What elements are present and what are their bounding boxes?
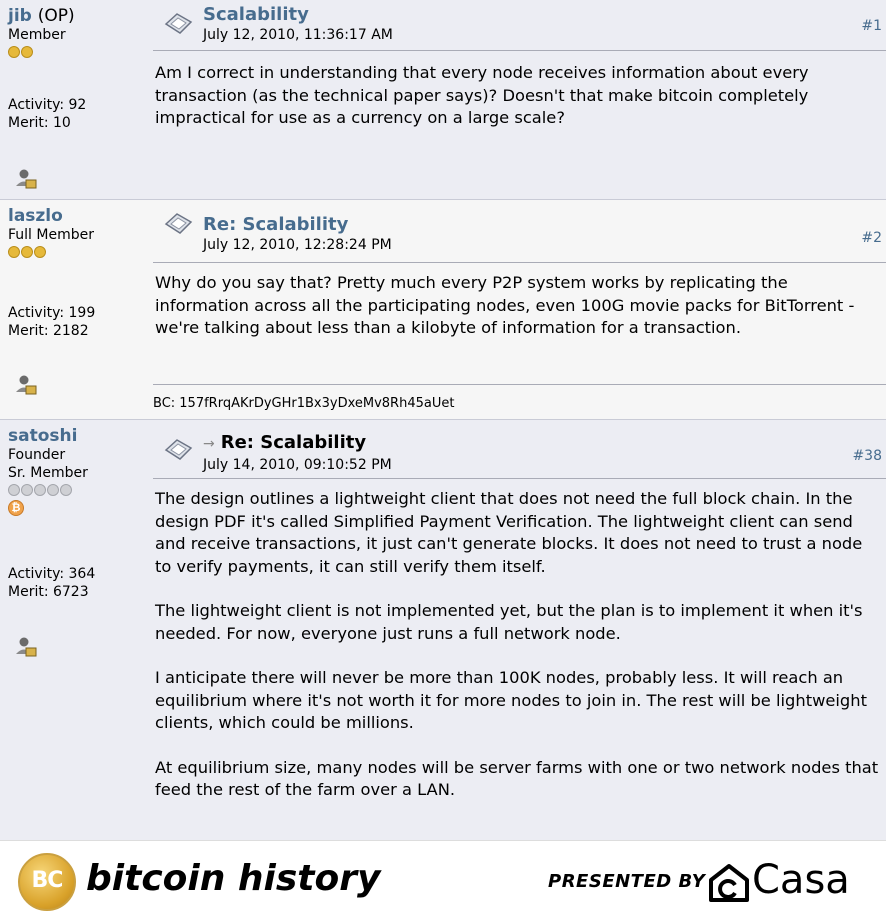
poster-merit: Merit: 10	[8, 115, 71, 131]
topic-icon	[163, 436, 195, 464]
post-subject-text[interactable]: Re: Scalability	[220, 432, 367, 453]
post-number[interactable]: #2	[861, 230, 882, 246]
post-date: July 14, 2010, 09:10:52 PM	[203, 457, 392, 473]
rank-star-icon	[8, 484, 20, 496]
post-3	[0, 420, 886, 840]
post-signature: BC: 157fRrqAKrDyGHr1Bx3yDxeMv8Rh45aUet	[153, 396, 455, 411]
post-subject[interactable]: Scalability	[203, 4, 309, 25]
divider	[153, 262, 886, 263]
poster-merit: Merit: 6723	[8, 584, 89, 600]
rank-star-icon	[21, 246, 33, 258]
logo-text: BC	[31, 868, 63, 893]
topic-icon	[163, 10, 195, 38]
post-date: July 12, 2010, 11:36:17 AM	[203, 27, 393, 43]
presented-by-label: PRESENTED BY	[548, 871, 706, 892]
poster-name[interactable]: jib	[8, 6, 32, 26]
post-1	[0, 0, 886, 200]
rank-star-icon	[60, 484, 72, 496]
poster-rank: Member	[8, 27, 66, 43]
post-subject[interactable]: Re: Scalability	[203, 214, 349, 235]
rank-star-icon	[21, 484, 33, 496]
rank-stars	[8, 484, 148, 496]
signature-divider	[153, 384, 886, 385]
brand-name: bitcoin history	[86, 858, 381, 899]
poster-info	[8, 426, 148, 516]
post-number[interactable]: #1	[861, 18, 882, 34]
post-paragraph: The design outlines a lightweight client that does not need the full block chain. In the design PDF it's called Simplified Payment Verification. The lightweight client can send and receive transactions, it just can't generate blocks. It does not need to trust a node to verify payments, it can still verify them itself.	[155, 489, 863, 576]
poster-activity: Activity: 92	[8, 97, 87, 113]
profile-icon[interactable]	[14, 168, 38, 190]
post-body	[155, 488, 883, 824]
post-header	[163, 204, 886, 253]
footer-banner	[0, 840, 886, 921]
post-subject	[203, 432, 366, 455]
casa-logo-icon	[708, 863, 750, 903]
rank-star-icon	[34, 484, 46, 496]
post-body	[155, 62, 883, 152]
post-paragraph: At equilibrium size, many nodes will be server farms with one or two network nodes that feed the rest of the farm over a LAN.	[155, 757, 879, 799]
poster-info	[8, 6, 148, 58]
rank-star-icon	[8, 246, 20, 258]
rank-star-icon	[21, 46, 33, 58]
arrow-icon: →	[203, 436, 215, 452]
poster-name[interactable]: satoshi	[8, 426, 78, 446]
post-body	[155, 272, 883, 362]
bitcoin-history-logo-icon	[18, 853, 76, 911]
rank-star-icon	[8, 46, 20, 58]
bitcoin-badge-icon: ₿	[8, 500, 24, 516]
poster-rank: Full Member	[8, 227, 94, 243]
rank-stars	[8, 246, 148, 258]
topic-icon	[163, 210, 195, 238]
op-tag: (OP)	[37, 6, 75, 26]
rank-star-icon	[34, 246, 46, 258]
post-date: July 12, 2010, 12:28:24 PM	[203, 237, 392, 253]
profile-icon[interactable]	[14, 636, 38, 658]
poster-name[interactable]: laszlo	[8, 206, 63, 226]
casa-wordmark: Casa	[752, 857, 850, 903]
post-header	[163, 424, 886, 473]
poster-rank: Founder	[8, 447, 66, 463]
divider	[153, 478, 886, 479]
poster-merit: Merit: 2182	[8, 323, 89, 339]
rank-stars	[8, 46, 148, 58]
poster-activity: Activity: 199	[8, 305, 96, 321]
poster-info	[8, 206, 148, 258]
post-header	[163, 4, 886, 48]
post-number[interactable]: #38	[852, 448, 882, 464]
rank-star-icon	[47, 484, 59, 496]
post-2	[0, 200, 886, 420]
post-paragraph: I anticipate there will never be more than 100K nodes, probably less. It will reach an equilibrium where it's not worth it for more nodes to join in. The rest will be lightweight clients, which could be millions.	[155, 668, 867, 732]
profile-icon[interactable]	[14, 374, 38, 396]
poster-rank-secondary: Sr. Member	[8, 465, 88, 481]
divider	[153, 50, 886, 51]
post-paragraph: Why do you say that? Pretty much every P2P system works by replicating the information across all the participating nodes, even 100G movie packs for BitTorrent - we're talking about less than a kilobyte of information for a transaction.	[155, 273, 855, 337]
poster-activity: Activity: 364	[8, 566, 96, 582]
post-paragraph: Am I correct in understanding that every node receives information about every transaction (as the technical paper says)? Doesn't that make bitcoin completely impractical for use as a currency on a large scale?	[155, 63, 809, 127]
post-paragraph: The lightweight client is not implemented yet, but the plan is to implement it when it's needed. For now, everyone just runs a full network node.	[155, 601, 863, 643]
